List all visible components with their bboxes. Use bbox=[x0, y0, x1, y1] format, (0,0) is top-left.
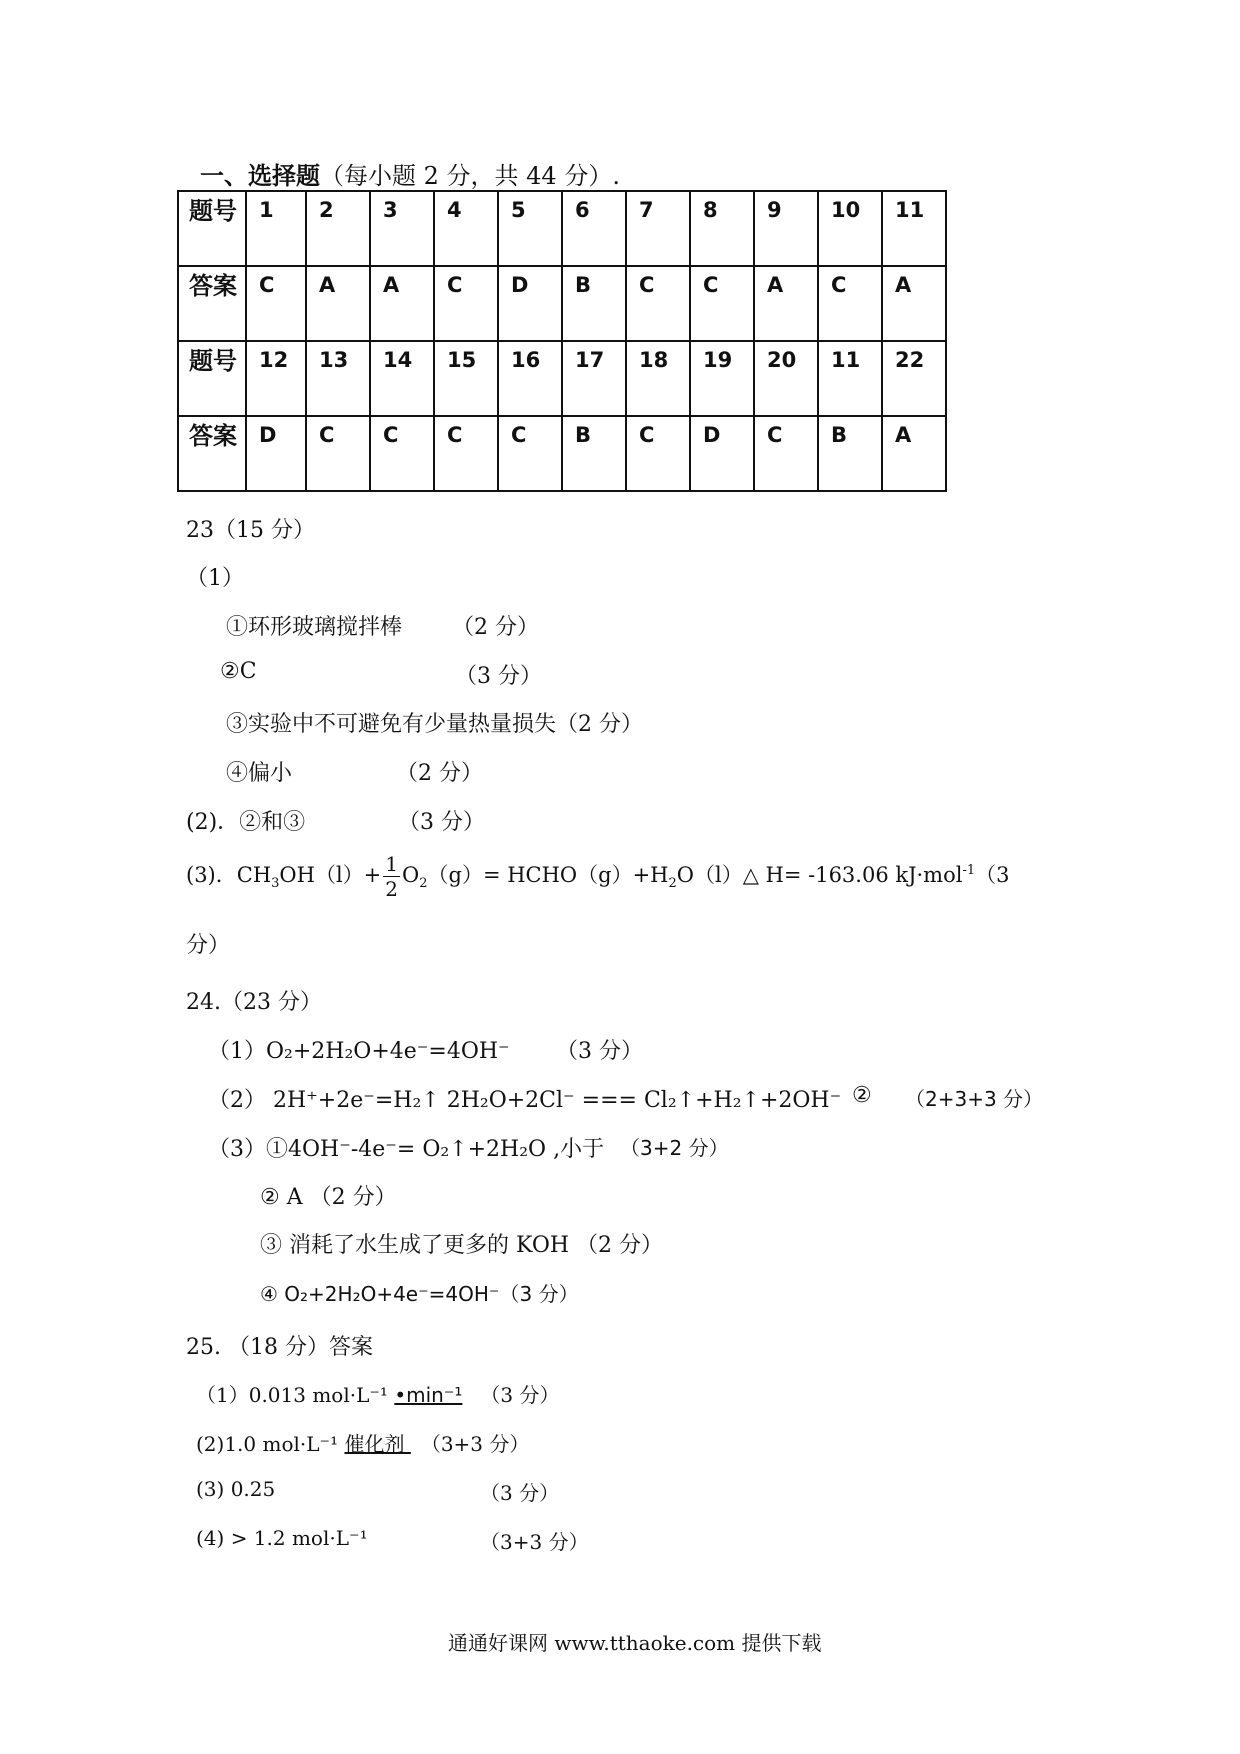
table-cell: C bbox=[434, 416, 498, 491]
table-cell: C bbox=[818, 266, 882, 341]
table-row bbox=[178, 191, 946, 266]
table-cell: B bbox=[818, 416, 882, 491]
table-cell: 1 bbox=[246, 191, 306, 266]
table-cell: C bbox=[246, 266, 306, 341]
q23-part1: （1） bbox=[186, 566, 244, 591]
table-cell: 3 bbox=[370, 191, 434, 266]
equation-text: (3)．CH bbox=[186, 863, 272, 887]
table-cell: 18 bbox=[626, 341, 690, 416]
q25-part1-text: （1）0.013 mol·L⁻¹ bbox=[196, 1383, 395, 1407]
q24-part1: （1）O₂+2H₂O+4e⁻=4OH⁻ bbox=[208, 1039, 510, 1064]
q25-part1-score: （3 分） bbox=[480, 1383, 560, 1407]
label-answer: 答案 bbox=[178, 416, 246, 491]
q23-part2-score: （3 分） bbox=[398, 810, 485, 835]
footer-source: 通通好课网 www.tthaoke.com 提供下载 bbox=[448, 1631, 822, 1655]
q23-answer-2: ②C bbox=[220, 659, 257, 684]
table-cell: C bbox=[434, 266, 498, 341]
q25-part1-unit: •min⁻¹ bbox=[394, 1383, 463, 1407]
table-cell: A bbox=[306, 266, 370, 341]
table-cell: 10 bbox=[818, 191, 882, 266]
table-cell: A bbox=[754, 266, 818, 341]
table-cell: 11 bbox=[882, 191, 946, 266]
fraction-denominator: 2 bbox=[385, 877, 398, 901]
q24-part3-3: ③ 消耗了水生成了更多的 KOH （2 分） bbox=[260, 1233, 664, 1258]
table-cell: B bbox=[562, 266, 626, 341]
q24-part2-circle: ② bbox=[852, 1083, 872, 1108]
table-cell: B bbox=[562, 416, 626, 491]
table-row bbox=[178, 416, 946, 491]
fraction bbox=[383, 852, 400, 901]
q23-answer-3: ③实验中不可避免有少量热量损失（2 分） bbox=[226, 712, 643, 737]
q25-part3: (3) 0.25 bbox=[196, 1477, 276, 1501]
equation-text: OH（l）+ bbox=[279, 863, 382, 887]
table-cell: 13 bbox=[306, 341, 370, 416]
table-cell: C bbox=[370, 416, 434, 491]
q25-part1 bbox=[196, 1379, 560, 1408]
q25-part3-score: （3 分） bbox=[480, 1481, 560, 1505]
q24-part3-score: （3+2 分） bbox=[620, 1136, 729, 1160]
equation-text: O bbox=[402, 863, 420, 887]
equation-text: （g）= HCHO（g）+H bbox=[427, 863, 669, 887]
table-cell: 11 bbox=[818, 341, 882, 416]
q25-part2-text: (2)1.0 mol·L⁻¹ bbox=[196, 1432, 345, 1456]
q25-header: 25. （18 分）答案 bbox=[186, 1335, 373, 1360]
table-cell: 15 bbox=[434, 341, 498, 416]
q24-part2-score: （2+3+3 分） bbox=[905, 1087, 1044, 1111]
table-row bbox=[178, 341, 946, 416]
equation-text: O（l）△ H= -163.06 kJ·mol bbox=[676, 863, 963, 887]
table-cell: C bbox=[306, 416, 370, 491]
table-cell: 5 bbox=[498, 191, 562, 266]
q23-part2: (2)．②和③ bbox=[186, 810, 306, 835]
q24-part3-2: ② A （2 分） bbox=[260, 1185, 397, 1210]
table-cell: C bbox=[690, 266, 754, 341]
table-cell: 17 bbox=[562, 341, 626, 416]
table-cell: 6 bbox=[562, 191, 626, 266]
q24-part2: （2） 2H⁺+2e⁻=H₂↑ 2H₂O+2Cl⁻ === Cl₂↑+H₂↑+2OH⁻ bbox=[208, 1088, 842, 1113]
q25-part2 bbox=[196, 1428, 529, 1457]
table-cell: C bbox=[498, 416, 562, 491]
table-cell: A bbox=[370, 266, 434, 341]
table-cell: 4 bbox=[434, 191, 498, 266]
q23-answer-1: ①环形玻璃搅拌棒 bbox=[226, 615, 403, 640]
table-cell: 7 bbox=[626, 191, 690, 266]
q23-answer-4: ④偏小 bbox=[226, 761, 293, 786]
table-cell: A bbox=[882, 266, 946, 341]
equation-text: （3 bbox=[975, 863, 1010, 887]
table-cell: C bbox=[626, 416, 690, 491]
fraction-numerator: 1 bbox=[385, 852, 398, 876]
q25-part2-underlined: 催化剂 bbox=[344, 1432, 411, 1456]
q24-part3-4: ④ O₂+2H₂O+4e⁻=4OH⁻（3 分） bbox=[260, 1282, 579, 1306]
section-title-rest: （每小题 2 分，共 44 分）. bbox=[320, 162, 620, 190]
q23-answer-2-score: （3 分） bbox=[455, 664, 542, 689]
q25-part4-score: （3+3 分） bbox=[480, 1530, 589, 1554]
table-cell: D bbox=[498, 266, 562, 341]
table-cell: 16 bbox=[498, 341, 562, 416]
label-answer: 答案 bbox=[178, 266, 246, 341]
table-cell: D bbox=[246, 416, 306, 491]
answer-table bbox=[177, 190, 947, 492]
table-cell: D bbox=[690, 416, 754, 491]
table-cell: 22 bbox=[882, 341, 946, 416]
table-cell: 8 bbox=[690, 191, 754, 266]
label-number: 题号 bbox=[178, 341, 246, 416]
table-cell: 20 bbox=[754, 341, 818, 416]
q23-part3-tail: 分） bbox=[186, 933, 231, 958]
label-number: 题号 bbox=[178, 191, 246, 266]
section-title bbox=[200, 156, 620, 191]
q23-header: 23（15 分） bbox=[186, 518, 315, 543]
q25-part4: (4) > 1.2 mol·L⁻¹ bbox=[196, 1526, 368, 1550]
table-cell: 19 bbox=[690, 341, 754, 416]
table-cell: 9 bbox=[754, 191, 818, 266]
table-cell: A bbox=[882, 416, 946, 491]
table-cell: 12 bbox=[246, 341, 306, 416]
table-cell: C bbox=[626, 266, 690, 341]
table-cell: 2 bbox=[306, 191, 370, 266]
q23-answer-1-score: （2 分） bbox=[452, 615, 539, 640]
q23-answer-4-score: （2 分） bbox=[396, 761, 483, 786]
table-cell: 14 bbox=[370, 341, 434, 416]
q25-part2-score: （3+3 分） bbox=[420, 1432, 530, 1456]
q24-header: 24.（23 分） bbox=[186, 990, 322, 1015]
section-title-bold: 一、选择题 bbox=[200, 162, 320, 190]
q24-part1-score: （3 分） bbox=[556, 1039, 643, 1064]
table-row bbox=[178, 266, 946, 341]
q23-part3-equation: (3)．$CH_3OH(l)+$ $\frac{1}{2}$ $O_2(g)=$ $HCHO(g)+H_2O(l)\triangle$ H= -163.06 kJ·mol$^{-1}$（3 bbox=[186, 852, 1010, 901]
table-cell: C bbox=[754, 416, 818, 491]
q24-part3: （3）①4OH⁻-4e⁻= O₂↑+2H₂O ,小于 bbox=[208, 1137, 605, 1162]
